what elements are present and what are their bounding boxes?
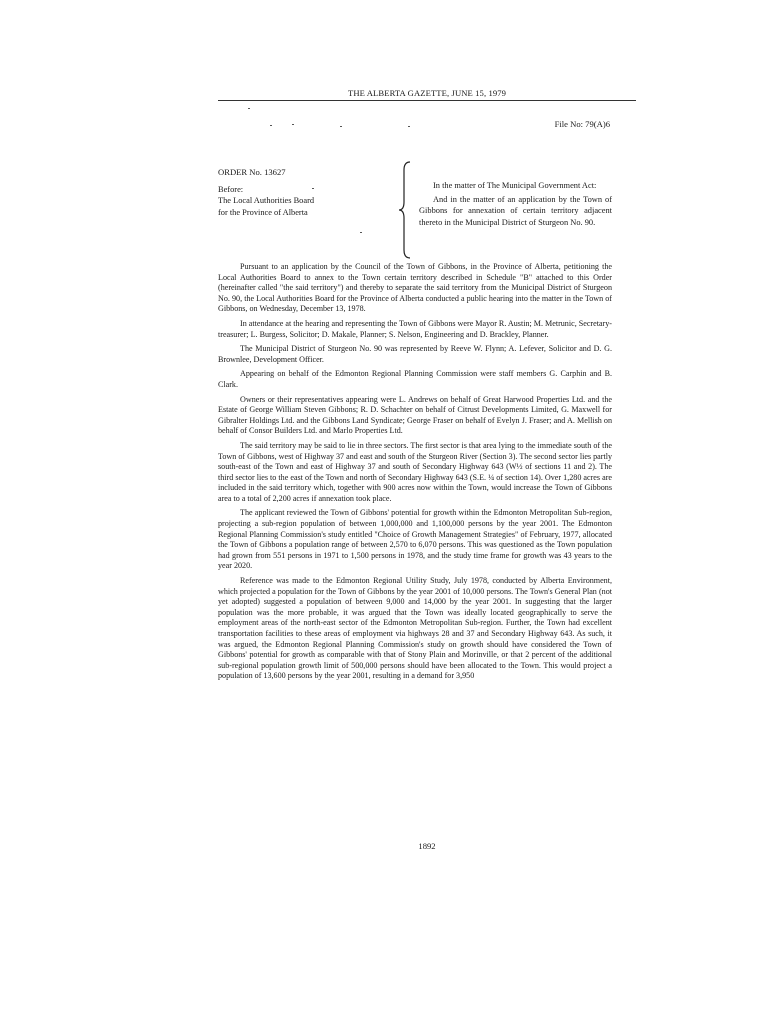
before-line: Before:	[218, 185, 244, 194]
body-paragraph: In attendance at the hearing and representing the Town of Gibbons were Mayor R. Austin; M. Metrunic, Secretary-treasurer; L. Burgess, Solicitor; D. Makale, Planner; S. Nelson, Engineering and D. Brackley, Planner.	[218, 318, 612, 339]
header-rule	[218, 100, 636, 101]
before-block	[218, 184, 398, 218]
page-number: 1892	[418, 841, 436, 851]
body-paragraph: The Municipal District of Sturgeon No. 90 was represented by Reeve W. Flynn; A. Lefever, Solicitor and D. G. Brownlee, Development Officer.	[218, 344, 612, 364]
scan-speck	[360, 232, 362, 233]
matter-paragraph: And in the matter of an application by the Town of Gibbons for annexation of certain territory adjacent thereto in the Municipal District of Sturgeon No. 90.	[419, 195, 612, 227]
order-body	[218, 262, 612, 686]
scan-speck	[292, 124, 294, 125]
scan-speck	[270, 125, 272, 126]
body-paragraph: Pursuant to an application by the Council of the Town of Gibbons, in the Province of Alberta, petitioning the Local Authorities Board to annex to the Town certain territory described in Schedule "B" attached to this Order (hereinafter called "the said territory") and thereby to separate the said territory from the Municipal District of Sturgeon No. 90, the Local Authorities Board for the Province of Alberta conducted a public hearing into the matter in the Town of Gibbons, on Wednesday, December 13, 1978.	[218, 262, 612, 314]
scan-speck	[340, 126, 342, 127]
matter-block	[419, 180, 612, 231]
scan-speck	[248, 108, 250, 109]
curly-brace	[398, 160, 414, 260]
order-number: ORDER No. 13627	[218, 167, 286, 177]
scan-speck	[408, 126, 410, 127]
body-paragraph: Reference was made to the Edmonton Regional Utility Study, July 1978, conducted by Alberta Environment, which projected a population for the Town of Gibbons by the year 2001 of 10,000 persons. The Town's General Plan (not yet adopted) suggested a population of between 9,000 and 14,000 by the year 2001. In suggesting that the larger population was the more probable, it was argued that the Town was ideally located geographically to serve the employment areas of the north-east sector of the Edmonton Metropolitan Sub-region. Further, the Town had excellent transportation facilities to these areas of employment via highways 28 and 37 and Secondary Highway 643. As such, it was argued, the Edmonton Regional Planning Commission's study on growth should have considered the Town of Gibbons' potential for growth as comparable with that of Stony Plain and Morinville, or that 2 percent of the additional sub-regional population growth limit of 500,000 persons should have been allocated to the Town. This would project a population of 13,600 persons by the year 2001, resulting in a demand for 3,950	[218, 576, 612, 681]
file-number: File No: 79(A)6	[554, 119, 610, 129]
body-paragraph: The applicant reviewed the Town of Gibbons' potential for growth within the Edmonton Metropolitan Sub-region, projecting a sub-region population of between 1,000,000 and 1,100,000 persons by the year 2001. The Edmonton Regional Planning Commission's study entitled "Choice of Growth Management Strategies" of February, 1977, allocated the Town of Gibbons a population range of between 2,570 to 6,070 persons. This was questioned as the Town population had grown from 551 persons in 1971 to 1,500 persons in 1978, and the study time frame for growth was 43 years to the year 2020.	[218, 508, 612, 571]
before-line: for the Province of Alberta	[218, 207, 308, 217]
running-head: THE ALBERTA GAZETTE, JUNE 15, 1979	[347, 88, 507, 98]
body-paragraph: Appearing on behalf of the Edmonton Regional Planning Commission were staff members G. Carphin and B. Clark.	[218, 369, 612, 389]
matter-paragraph: In the matter of The Municipal Government Act:	[433, 181, 597, 190]
body-paragraph: Owners or their representatives appearing were L. Andrews on behalf of Great Harwood Properties Ltd. and the Estate of George William Steven Gibbons; R. D. Schachter on behalf of Citrust Developments Limited, G. Maxwell for Gibralter Holdings Ltd. and the Gibbons Land Syndicate; George Fraser on behalf of Evelyn J. Fraser; and A. Mellish on behalf of Consor Builders Ltd. and Marlo Properties Ltd.	[218, 394, 612, 436]
before-line: The Local Authorities Board	[218, 196, 315, 206]
body-paragraph: The said territory may be said to lie in three sectors. The first sector is that area lying to the immediate south of the Town of Gibbons, west of Highway 37 and east and south of the Sturgeon River (Section 3). The second sector lies partly south-east of the Town and east of Highway 37 and south of Secondary Highway 643 (W½ of sections 11 and 2). The third sector lies to the east of the Town and north of Secondary Highway 643 (S.E. ¼ of section 14). Over 1,280 acres are included in the said territory which, together with 900 acres now within the Town, would increase the Town of Gibbons area to a total of 2,200 acres if annexation took place.	[218, 440, 612, 503]
